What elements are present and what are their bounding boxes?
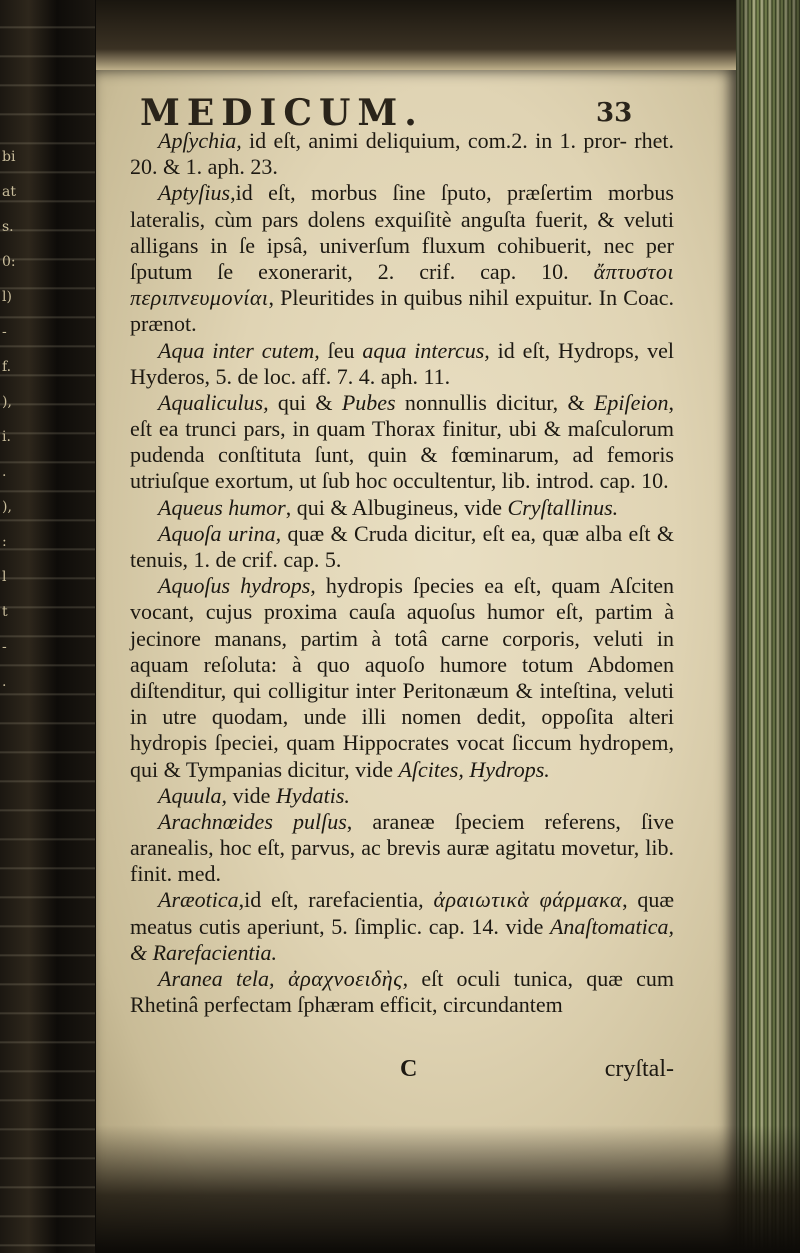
cross-reference: Anaſtomatica, & Rarefacientia. xyxy=(130,913,674,965)
dictionary-text xyxy=(130,128,674,1018)
left-page-stack xyxy=(0,0,95,1253)
definition: , araneæ ſpeciem referens, ſive aranealis, hoc eſt, parvus, ac brevis auræ agitatu movetur, lib. finit. med. xyxy=(130,808,674,887)
lemma: Aqua inter cutem, xyxy=(158,337,320,363)
page-footer xyxy=(130,1056,674,1086)
definition-mid: nonnullis dicitur, & xyxy=(395,389,594,415)
lemma: Aptyſius xyxy=(158,180,231,206)
cross-reference: Aſcites, Hydrops. xyxy=(398,756,550,782)
lemma: Apſychia, xyxy=(158,128,242,153)
margin-fragment: . xyxy=(2,464,7,480)
entry-aquula xyxy=(130,783,674,809)
definition: vide xyxy=(227,782,276,808)
entry-aranea-tela xyxy=(130,966,674,1018)
margin-fragment: . xyxy=(2,674,7,690)
definition: id eſt, animi deliquium, com.2. in 1. pror- rhet. 20. & 1. aph. 23. xyxy=(130,128,674,180)
entry-aptysius xyxy=(130,180,674,337)
lemma-alt-2: Epiſeion xyxy=(593,389,669,415)
margin-fragment: t xyxy=(2,604,8,620)
bottom-shadow xyxy=(96,1125,800,1253)
margin-fragment: f. xyxy=(2,359,12,375)
cross-reference: Cryſtallinus. xyxy=(507,494,619,520)
definition-continued: , eſt ea trunci pars, in quam Thorax finitur, ubi & maſculorum pudenda conſtituta ſunt, quin & fœminarum, ad femoris utriuſque exortum, ut ſub hoc occultentur, lib. introd. cap. 10. xyxy=(130,389,674,494)
definition: id eſt, Hydrops, vel Hyderos, 5. de loc. aff. 7. 4. aph. 11. xyxy=(130,337,674,389)
cross-reference: Hydatis. xyxy=(275,782,350,808)
definition-continued: , Pleuritides in quibus nihil expuitur. In Coac. prænot. xyxy=(130,285,674,337)
margin-fragment: - xyxy=(2,639,7,655)
entry-arachnoeides xyxy=(130,809,674,888)
margin-fragment: - xyxy=(2,324,7,340)
margin-fragment: l xyxy=(2,569,7,585)
margin-fragment: ), xyxy=(2,499,12,515)
margin-fragment: at xyxy=(2,184,16,200)
definition: , eſt oculi tunica, quæ cum Rhetinâ perfectam ſphæram efficit, circundantem xyxy=(130,966,674,1018)
lemma: Aquoſa urina, xyxy=(158,520,282,546)
page-number: 33 xyxy=(596,98,633,128)
lemma: Aqueus humor xyxy=(158,494,286,520)
margin-fragment: i. xyxy=(2,429,11,445)
left-margin-fragments xyxy=(2,140,20,700)
entry-aqua-inter-cutem xyxy=(130,338,674,390)
greek-phrase: ἀραχνοειδὴς xyxy=(274,966,403,991)
connector: ſeu xyxy=(319,337,363,363)
entry-aqualiculus xyxy=(130,390,674,495)
catchword: cryſtal- xyxy=(604,1056,674,1082)
definition: , qui & Albugineus, vide xyxy=(285,494,508,520)
top-shadow xyxy=(96,0,736,70)
entry-aqueus-humor xyxy=(130,495,674,521)
lemma-alt: Pubes xyxy=(341,389,396,415)
margin-fragment: 0: xyxy=(2,254,16,270)
lemma: Arachnœides pulſus xyxy=(158,808,347,834)
definition: ,id eſt, morbus ſine ſputo, præſertim morbus lateralis, cùm pars dolens exquiſitè anguſta fuerit, & veluti alligans in ſe ipsâ, univerſum fluxum cohibuerit, nec per ſputum ſe exonerarit, 2. crif. cap. 10. xyxy=(130,180,674,284)
lemma: Aræotica xyxy=(158,887,239,913)
margin-fragment: bi xyxy=(2,149,16,165)
entry-aquosus-hydrops xyxy=(130,573,674,783)
entry-araeotica xyxy=(130,887,674,966)
margin-fragment: s. xyxy=(2,219,14,235)
right-page-edges xyxy=(736,0,800,1253)
signature-mark: C xyxy=(400,1056,418,1082)
greek-phrase: ἀραιωτικὰ φάρμακα xyxy=(433,887,623,913)
margin-fragment: ), xyxy=(2,394,12,410)
lemma: Aranea tela, xyxy=(158,966,275,991)
definition: quæ & Cruda dicitur, eſt ea, quæ alba eſt & tenuis, 1. de crif. cap. 5. xyxy=(130,520,674,572)
lemma: Aquoſus hydrops, xyxy=(158,573,316,599)
entry-aquosa-urina xyxy=(130,521,674,573)
lemma: Aquula, xyxy=(158,782,228,808)
lemma-alt: aqua intercus, xyxy=(362,337,490,363)
definition: hydropis ſpecies ea eſt, quam Aſciten vocant, cujus proxima cauſa aquoſus humor eſt, partim à jecinore manans, partim à totâ carne corporis, veluti in aquam reſoluta: à quo aquoſo humore totum Abdomen diſtenditur, qui colligitur inter Peritonæum & inteſtina, veluti in utre quodam, unde illi nomen dedit, oppoſita alteri hydropis ſpeciei, quam Hippocrates vocat ſiccum hydropem, qui & Tympanias dicitur, vide xyxy=(130,573,675,782)
definition-continued: , quæ meatus cutis aperiunt, 5. ſimplic. cap. 14. vide xyxy=(130,887,674,939)
margin-fragment: l) xyxy=(2,289,12,305)
lemma: Aqualiculus, xyxy=(158,389,269,415)
running-title: MEDICUM. xyxy=(140,92,424,134)
entry-apsychia xyxy=(130,128,674,180)
margin-fragment: : xyxy=(2,534,7,550)
definition: qui & xyxy=(268,389,342,415)
greek-phrase: ἄπτυστοι περιπνευμονίαι xyxy=(130,258,674,311)
definition: ,id eſt, rarefacientia, xyxy=(238,887,434,913)
